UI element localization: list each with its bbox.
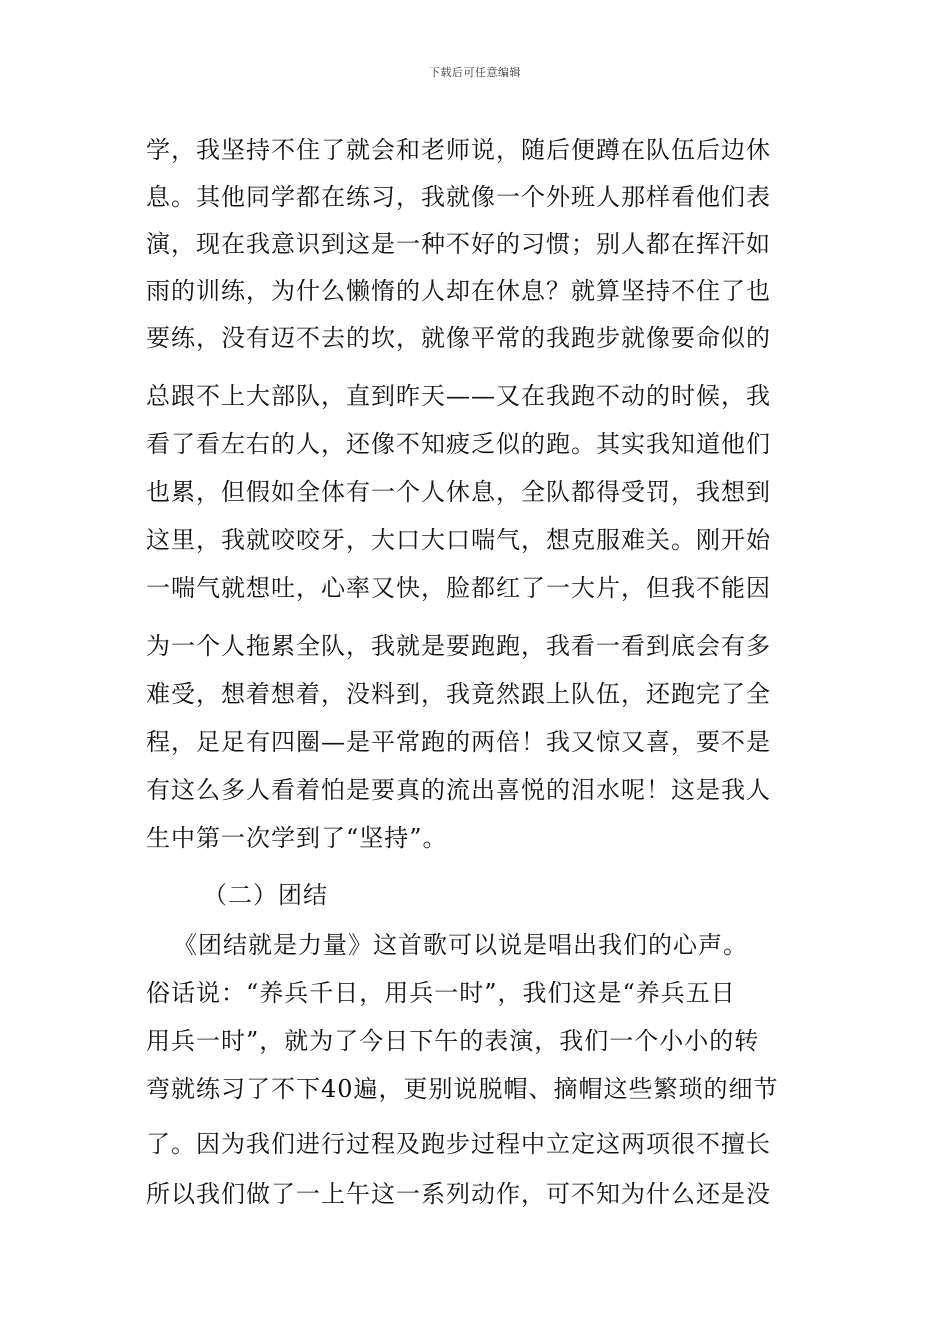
paragraph-line: 生中第一次学到了“坚持”。 xyxy=(146,824,448,852)
paragraph-line: 看了看左右的人，还像不知疲乏似的跑。其实我知道他们 xyxy=(146,430,771,458)
page-header: 下载后可任意编辑 xyxy=(429,66,521,79)
paragraph-line: 难受，想着想着，没料到，我竟然跟上队伍，还跑完了全 xyxy=(146,680,771,708)
paragraph-line: 雨的训练，为什么懒惰的人却在休息？就算坚持不住了也 xyxy=(146,277,771,305)
section-heading: （二）团结 xyxy=(203,881,328,909)
paragraph-line: 了。因为我们进行过程及跑步过程中立定这两项很不擅长 xyxy=(146,1130,771,1158)
paragraph-line: 为一个人拖累全队，我就是要跑跑，我看一看到底会有多 xyxy=(146,632,771,660)
paragraph-line: 演，现在我意识到这是一种不好的习惯；别人都在挥汗如 xyxy=(146,230,771,258)
paragraph-line: 学，我坚持不住了就会和老师说，随后便蹲在队伍后边休 xyxy=(146,136,771,164)
paragraph-line: 要练，没有迈不去的坎，就像平常的我跑步就像要命似的 xyxy=(146,324,771,352)
paragraph-line: 俗话说：“养兵千日，用兵一时”，我们这是“养兵五日 xyxy=(146,979,736,1007)
paragraph-line: 总跟不上大部队，直到昨天——又在我跑不动的时候，我 xyxy=(146,382,771,410)
paragraph-line: 息。其他同学都在练习，我就像一个外班人那样看他们表 xyxy=(146,183,771,211)
paragraph-line: 所以我们做了一上午这一系列动作，可不知为什么还是没 xyxy=(146,1180,771,1208)
paragraph-line: 一喘气就想吐，心率又快，脸都红了一大片，但我不能因 xyxy=(146,574,771,602)
paragraph-line: 弯就练习了不下40遍，更别说脱帽、摘帽这些繁琐的细节 xyxy=(146,1075,779,1103)
paragraph-line: 用兵一时”，就为了今日下午的表演，我们一个小小的转 xyxy=(146,1027,760,1055)
paragraph-line: 《团结就是力量》这首歌可以说是唱出我们的心声。 xyxy=(173,931,748,959)
paragraph-line: 有这么多人看着怕是要真的流出喜悦的泪水呢！这是我人 xyxy=(146,776,771,804)
paragraph-line: 也累，但假如全体有一个人休息，全队都得受罚，我想到 xyxy=(146,478,771,506)
paragraph-line: 这里，我就咬咬牙，大口大口喘气，想克服难关。刚开始 xyxy=(146,526,771,554)
paragraph-line: 程，足足有四圈—是平常跑的两倍！我又惊又喜，要不是 xyxy=(146,728,771,756)
